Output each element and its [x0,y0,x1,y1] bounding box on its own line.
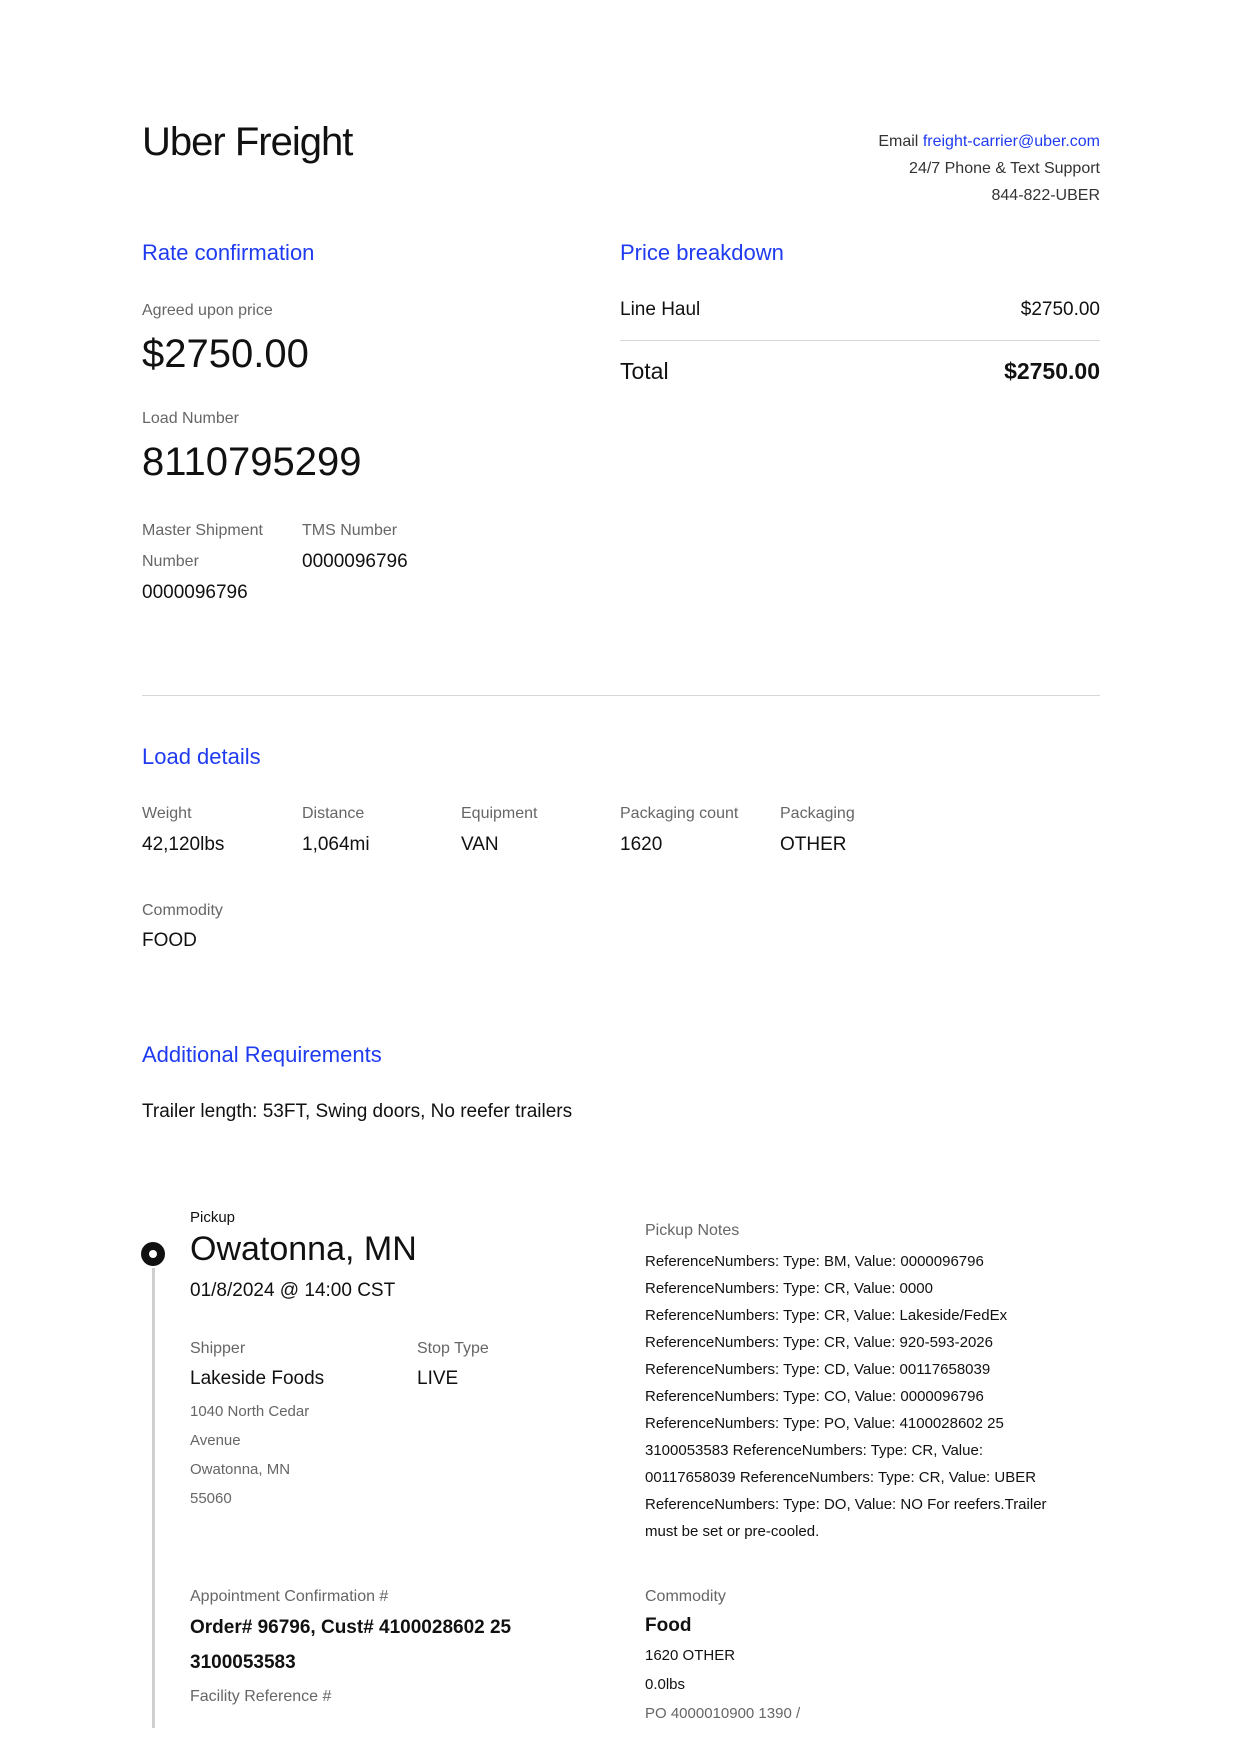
timeline-line [152,1268,155,1728]
pickup-tag: Pickup [190,1209,236,1226]
commodity-value: FOOD [142,930,197,951]
agreed-price-value: $2750.00 [142,332,309,376]
email-link[interactable]: freight-carrier@uber.com [922,133,1100,150]
total-value: $2750.00 [1004,358,1100,384]
stop-marker-icon [141,1242,165,1266]
appointment-line-1: Order# 96796, Cust# 4100028602 25 [190,1617,512,1638]
shipper-name: Lakeside Foods [190,1368,325,1389]
weight-label: Weight [142,805,192,822]
appointment-line-2: 3100053583 [190,1652,296,1673]
notes-line: 00117658039 ReferenceNumbers: Type: CR, Value: UBER [645,1469,1037,1486]
total-label: Total [620,358,669,384]
price-breakdown-heading: Price breakdown [620,240,784,265]
master-shipment-value: 0000096796 [142,582,248,603]
pickup-notes [645,1248,1095,1545]
equipment-value: VAN [461,834,499,855]
contact-block [878,128,1100,209]
notes-line: ReferenceNumbers: Type: CO, Value: 0000096796 [645,1388,984,1405]
email-label: Email [878,133,919,150]
price-divider [620,340,1100,341]
section-divider [142,695,1100,696]
notes-line: ReferenceNumbers: Type: CR, Value: 0000 [645,1280,933,1297]
notes-line: ReferenceNumbers: Type: CD, Value: 00117658039 [645,1361,991,1378]
packaging-count-value: 1620 [620,834,663,855]
stop-type-value: LIVE [417,1368,459,1389]
notes-line: ReferenceNumbers: Type: DO, Value: NO For reefers.Trailer [645,1496,1047,1513]
phone-number: 844-822-UBER [991,187,1100,204]
tms-number-label: TMS Number [302,522,398,539]
support-text: 24/7 Phone & Text Support [909,160,1100,177]
address-line: 1040 North Cedar [190,1403,310,1420]
pickup-notes-label: Pickup Notes [645,1222,740,1239]
pickup-commodity-name: Food [645,1615,692,1636]
master-shipment-label-2: Number [142,553,199,570]
master-shipment-label-1: Master Shipment [142,522,263,539]
stop-type-label: Stop Type [417,1340,489,1357]
pickup-commodity-line-3: PO 4000010900 1390 / [645,1705,801,1722]
distance-value: 1,064mi [302,834,370,855]
tms-number-value: 0000096796 [302,551,408,572]
load-number-value: 8110795299 [142,440,362,484]
shipper-label: Shipper [190,1340,246,1357]
facility-reference-label: Facility Reference # [190,1688,332,1705]
pickup-commodity-line-1: 1620 OTHER [645,1647,736,1664]
notes-line: ReferenceNumbers: Type: PO, Value: 4100028602 25 [645,1415,1004,1432]
distance-label: Distance [302,805,365,822]
email-line [878,128,1100,155]
rate-confirmation-heading: Rate confirmation [142,240,315,265]
weight-value: 42,120lbs [142,834,225,855]
uber-freight-logo: Uber Freight [142,120,353,164]
notes-line: ReferenceNumbers: Type: BM, Value: 0000096796 [645,1253,984,1270]
pickup-commodity-label: Commodity [645,1588,726,1605]
total-row [620,358,1100,385]
notes-line: ReferenceNumbers: Type: CR, Value: 920-593-2026 [645,1334,993,1351]
equipment-label: Equipment [461,805,538,822]
line-haul-value: $2750.00 [1020,299,1100,320]
line-haul-label: Line Haul [620,299,701,320]
pickup-commodity-line-2: 0.0lbs [645,1676,686,1693]
packaging-count-label: Packaging count [620,805,739,822]
notes-line: 3100053583 ReferenceNumbers: Type: CR, Value: [645,1442,983,1459]
pickup-datetime: 01/8/2024 @ 14:00 CST [190,1280,396,1301]
address-line: Avenue [190,1432,241,1449]
address-line: 55060 [190,1490,232,1507]
load-details-heading: Load details [142,744,261,769]
agreed-price-label: Agreed upon price [142,302,273,319]
notes-line: must be set or pre-cooled. [645,1523,820,1540]
address-line: Owatonna, MN [190,1461,291,1478]
appointment-label: Appointment Confirmation # [190,1588,389,1605]
pickup-city: Owatonna, MN [190,1230,417,1268]
additional-requirements-heading: Additional Requirements [142,1042,382,1067]
additional-requirements-text: Trailer length: 53FT, Swing doors, No reefer trailers [142,1101,573,1122]
shipper-address [190,1397,350,1513]
packaging-label: Packaging [780,805,855,822]
commodity-label: Commodity [142,902,223,919]
packaging-value: OTHER [780,834,847,855]
load-number-label: Load Number [142,410,239,427]
line-haul-row [620,299,1100,321]
notes-line: ReferenceNumbers: Type: CR, Value: Lakeside/FedEx [645,1307,1008,1324]
